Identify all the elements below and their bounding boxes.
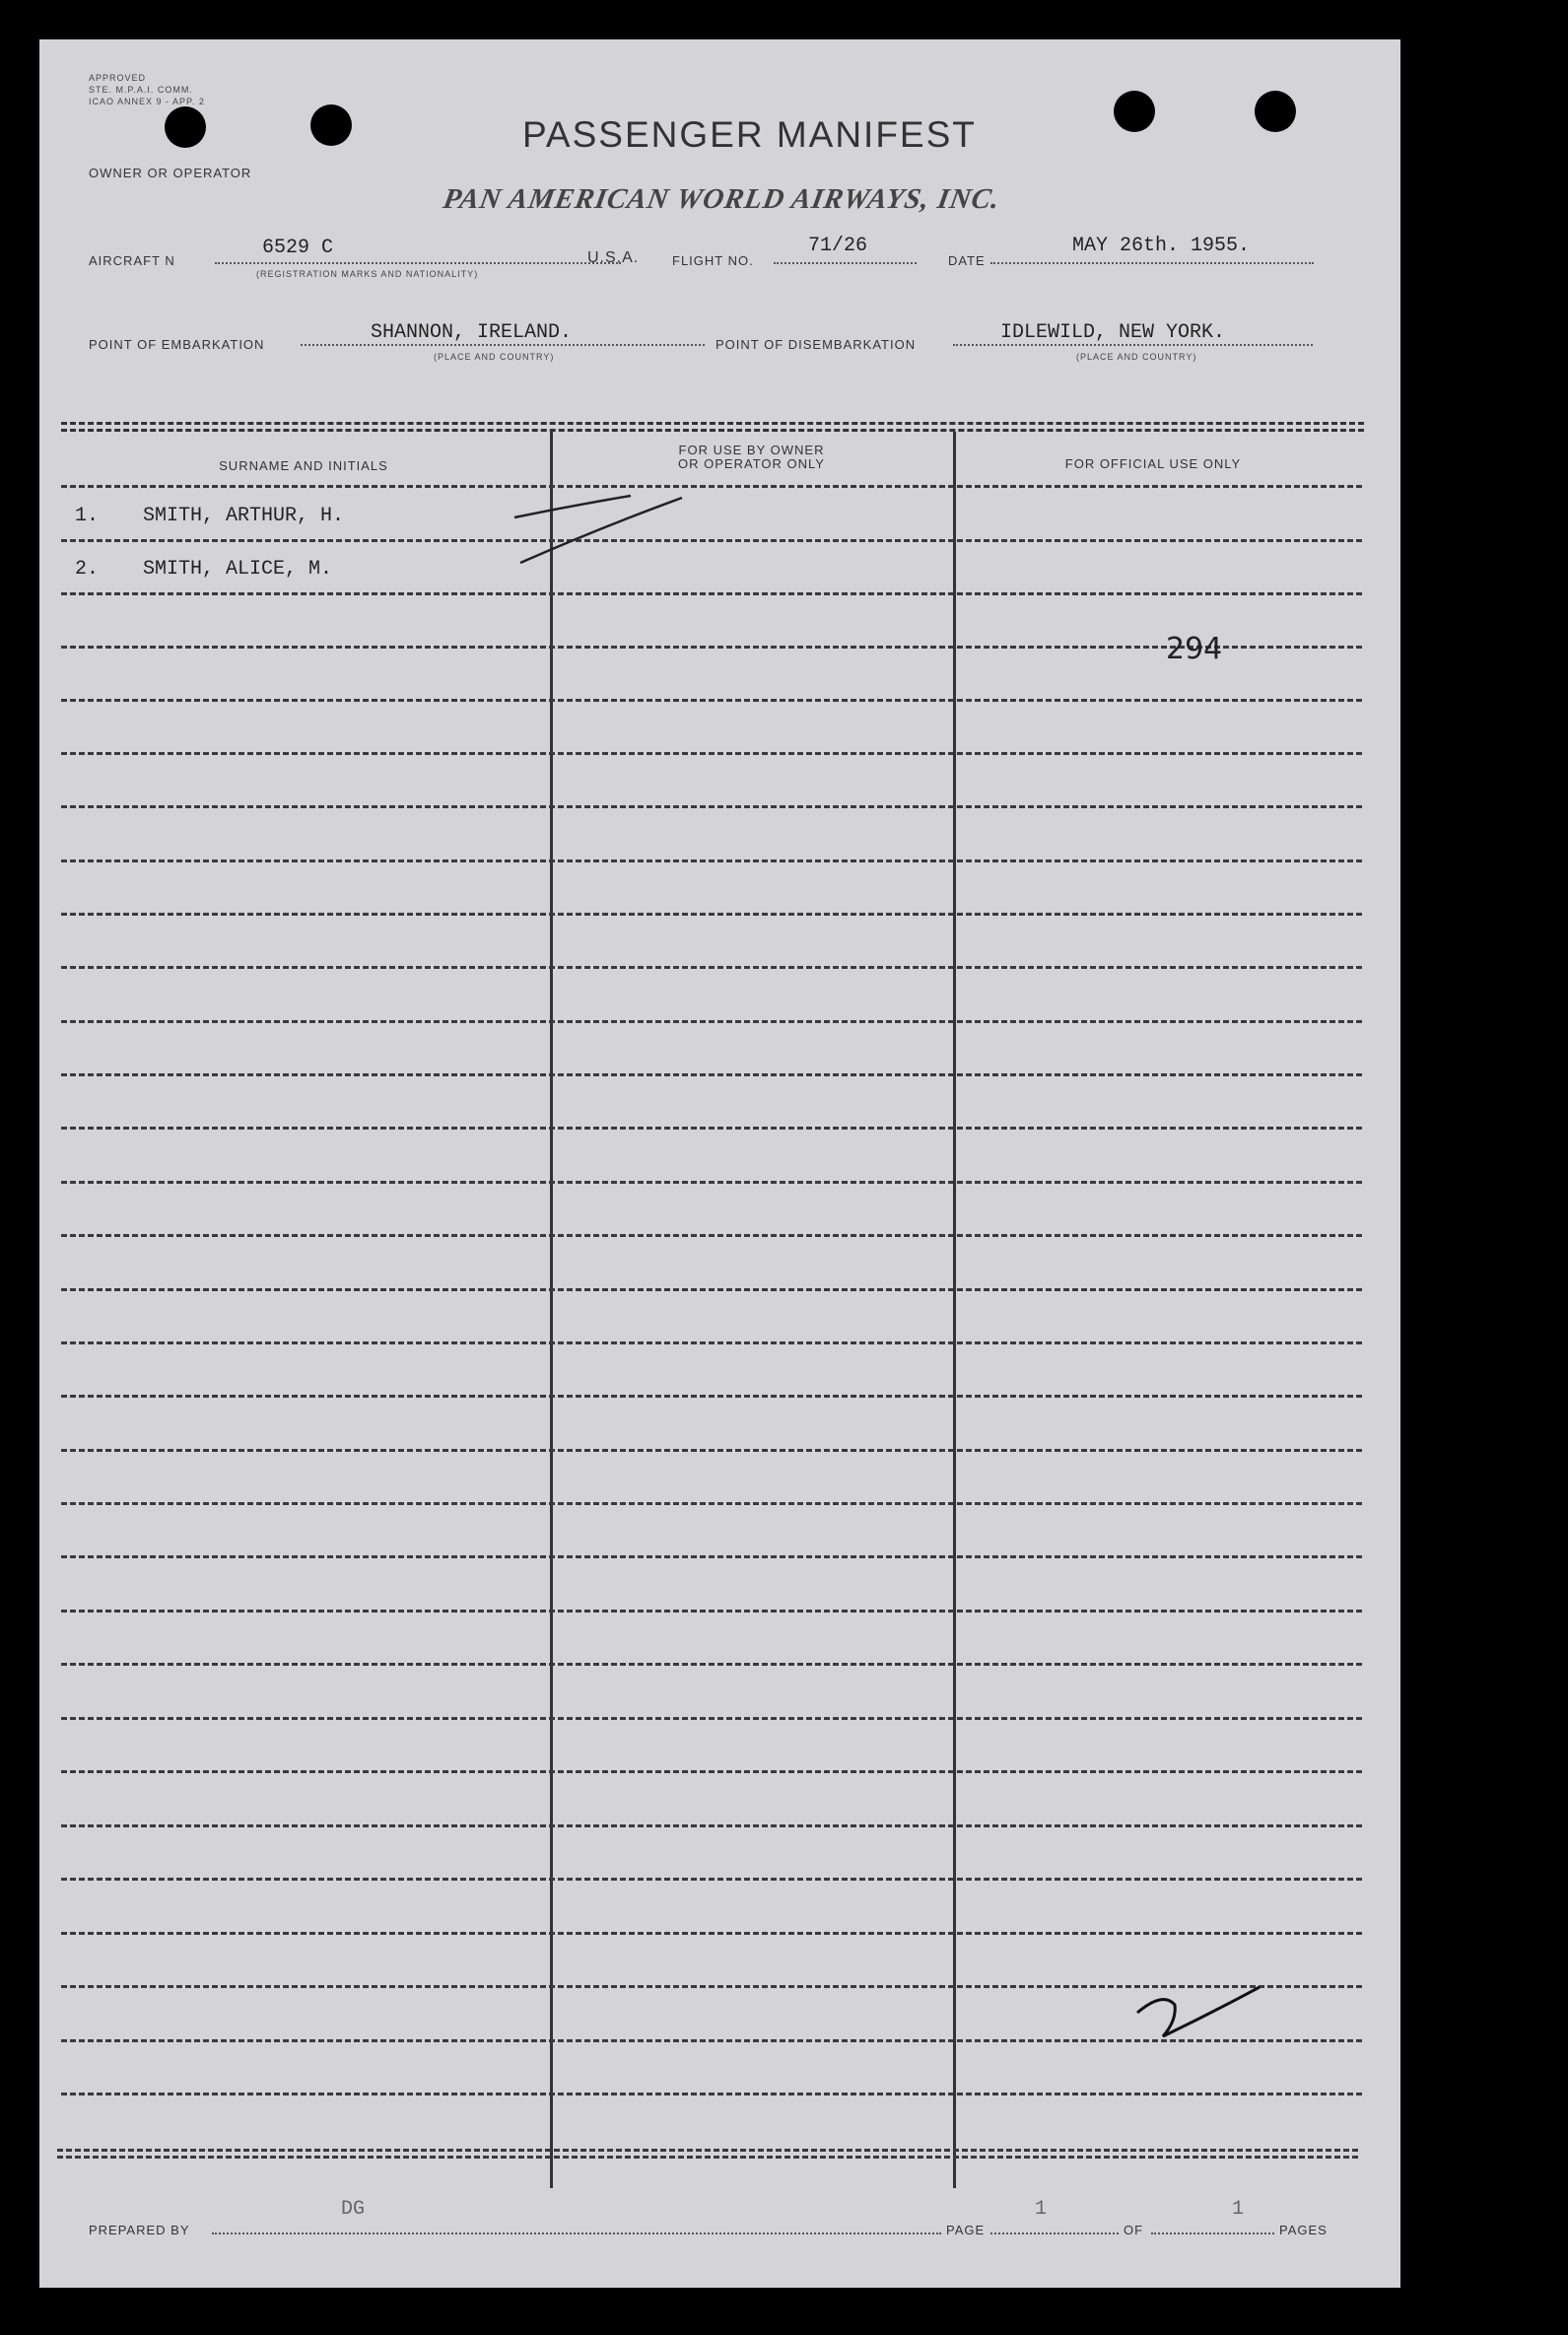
embarkation-underline bbox=[301, 344, 705, 346]
of-value: 1 bbox=[1232, 2198, 1245, 2221]
flight-label: FLIGHT NO. bbox=[672, 253, 754, 268]
flight-value: 71/26 bbox=[808, 235, 868, 257]
col-header-official: FOR OFFICIAL USE ONLY bbox=[1064, 456, 1242, 471]
row-rule bbox=[61, 699, 1362, 702]
row-rule bbox=[61, 592, 1362, 595]
page-underline bbox=[990, 2232, 1119, 2234]
punch-hole bbox=[1255, 91, 1296, 132]
handwritten-ditto-marks bbox=[512, 488, 690, 567]
punch-hole bbox=[165, 106, 206, 148]
pages-label: PAGES bbox=[1279, 2223, 1328, 2237]
flight-underline bbox=[774, 262, 917, 264]
row-rule bbox=[61, 485, 1362, 488]
of-label: OF bbox=[1124, 2223, 1144, 2237]
row-rule bbox=[61, 1663, 1362, 1666]
row-rule bbox=[61, 1555, 1362, 1558]
embarkation-sublabel: (PLACE AND COUNTRY) bbox=[434, 352, 555, 362]
row-rule bbox=[61, 1288, 1362, 1291]
approval-line-2: STE. M.P.A.I. COMM. bbox=[89, 85, 193, 95]
aircraft-value: 6529 C bbox=[262, 237, 334, 259]
manifest-sheet bbox=[39, 39, 1400, 2288]
prepared-by-underline bbox=[212, 2232, 941, 2234]
aircraft-underline bbox=[215, 262, 621, 264]
disembarkation-label: POINT OF DISEMBARKATION bbox=[716, 337, 917, 352]
row-rule bbox=[61, 1717, 1362, 1720]
date-value: MAY 26th. 1955. bbox=[1072, 235, 1251, 257]
row-rule bbox=[57, 2156, 1358, 2159]
embarkation-value: SHANNON, IRELAND. bbox=[371, 321, 573, 344]
official-mark: 294 bbox=[1166, 632, 1223, 666]
row-rule bbox=[61, 1932, 1362, 1935]
row-rule bbox=[61, 1341, 1362, 1344]
row-rule bbox=[61, 1449, 1362, 1452]
row-rule bbox=[61, 1878, 1362, 1881]
row-rule bbox=[61, 1127, 1362, 1130]
column-divider bbox=[550, 432, 553, 2188]
row-rule bbox=[61, 1395, 1362, 1398]
row-rule bbox=[61, 1020, 1362, 1023]
col-header-owner-line1: FOR USE BY OWNER bbox=[678, 443, 825, 457]
aircraft-sublabel: (REGISTRATION MARKS AND NATIONALITY) bbox=[256, 269, 479, 279]
list-item-name: SMITH, ALICE, M. bbox=[143, 558, 333, 581]
row-rule bbox=[61, 1181, 1362, 1184]
aircraft-label: AIRCRAFT N bbox=[89, 253, 175, 268]
of-underline bbox=[1151, 2232, 1274, 2234]
disembarkation-underline bbox=[953, 344, 1313, 346]
row-rule bbox=[61, 2093, 1362, 2095]
prepared-by-value: DG bbox=[341, 2198, 366, 2221]
row-rule bbox=[61, 859, 1362, 862]
row-rule bbox=[61, 913, 1362, 916]
column-divider bbox=[953, 432, 956, 2188]
list-item-number: 1. bbox=[75, 505, 100, 527]
company-name: PAN AMERICAN WORLD AIRWAYS, INC. bbox=[441, 183, 1003, 215]
list-item-name: SMITH, ARTHUR, H. bbox=[143, 505, 345, 527]
row-rule bbox=[61, 1610, 1362, 1613]
page-title: PASSENGER MANIFEST bbox=[522, 114, 977, 155]
table-top-rule bbox=[61, 429, 1364, 432]
punch-hole bbox=[1114, 91, 1155, 132]
date-underline bbox=[990, 262, 1314, 264]
page-label: PAGE bbox=[946, 2223, 986, 2237]
approval-line-3: ICAO ANNEX 9 - APP. 2 bbox=[89, 97, 205, 106]
row-rule bbox=[61, 539, 1362, 542]
row-rule bbox=[57, 2149, 1358, 2152]
list-item-number: 2. bbox=[75, 558, 100, 581]
date-label: DATE bbox=[948, 253, 986, 268]
row-rule bbox=[61, 805, 1362, 808]
prepared-by-label: PREPARED BY bbox=[89, 2223, 190, 2237]
row-rule bbox=[61, 966, 1362, 969]
row-rule bbox=[61, 1073, 1362, 1076]
table-top-rule bbox=[61, 422, 1364, 425]
approval-line-1: APPROVED bbox=[89, 73, 147, 83]
owner-label: OWNER OR OPERATOR bbox=[89, 166, 252, 180]
page-value: 1 bbox=[1035, 2198, 1048, 2221]
col-header-surname: SURNAME AND INITIALS bbox=[219, 458, 388, 473]
row-rule bbox=[61, 1234, 1362, 1237]
row-rule bbox=[61, 1824, 1362, 1827]
usa-label: U.S.A. bbox=[587, 249, 640, 266]
handwritten-check-mark bbox=[1133, 1983, 1271, 2042]
disembarkation-value: IDLEWILD, NEW YORK. bbox=[1000, 321, 1226, 344]
disembarkation-sublabel: (PLACE AND COUNTRY) bbox=[1076, 352, 1197, 362]
row-rule bbox=[61, 752, 1362, 755]
embarkation-label: POINT OF EMBARKATION bbox=[89, 337, 265, 352]
punch-hole bbox=[310, 104, 352, 146]
row-rule bbox=[61, 1502, 1362, 1505]
row-rule bbox=[61, 1770, 1362, 1773]
col-header-owner-line2: OR OPERATOR ONLY bbox=[678, 456, 825, 471]
